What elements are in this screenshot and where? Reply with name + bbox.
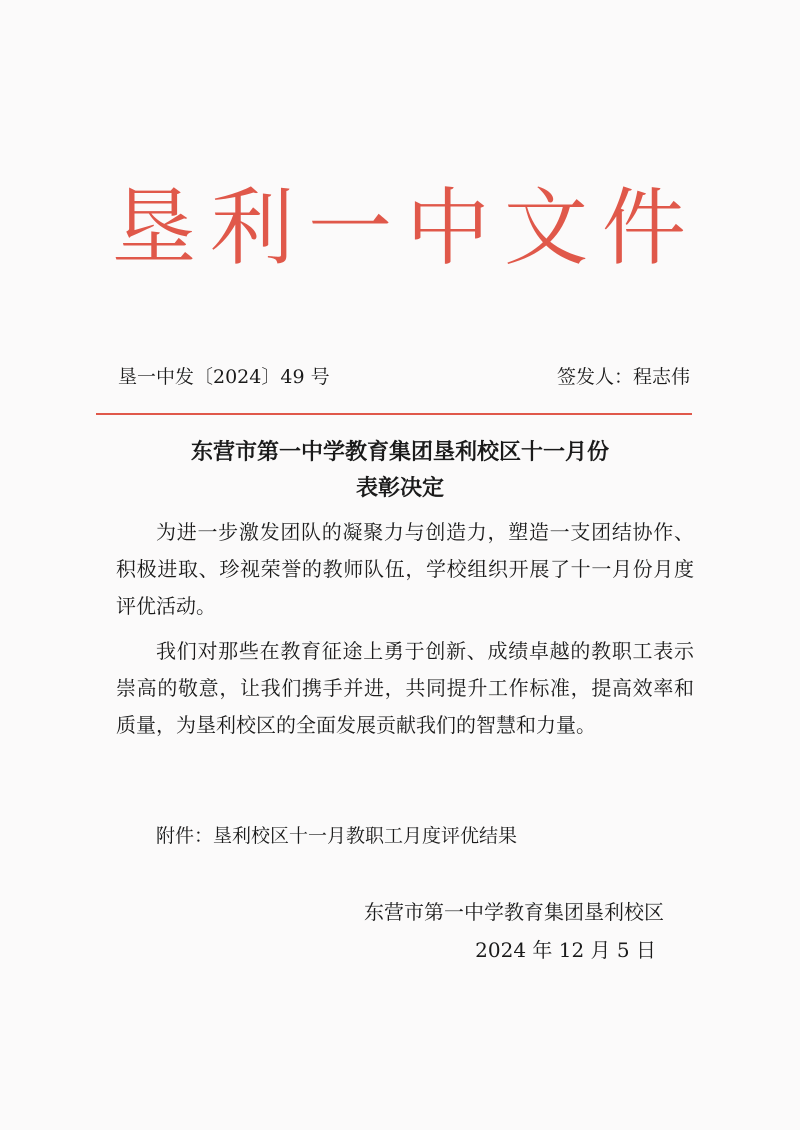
signature-organization: 东营市第一中学教育集团垦利校区 [364, 900, 664, 924]
document-meta-row [118, 362, 690, 392]
header-char: 利 [209, 179, 296, 277]
red-separator-line [96, 413, 692, 415]
header-char: 一 [307, 179, 394, 277]
document-title [96, 434, 704, 506]
signature-date: 2024 年 12 月 5 日 [475, 938, 656, 962]
issuer-label: 签发人：程志伟 [556, 366, 690, 388]
document-body [116, 514, 694, 752]
header-char: 文 [503, 179, 590, 277]
header-char: 件 [601, 179, 688, 277]
document-title-line-2: 表彰决定 [355, 475, 444, 501]
document-title-line-1: 东营市第一中学教育集团垦利校区十一月份 [190, 439, 609, 465]
document-number: 垦一中发〔2024〕49 号 [118, 366, 330, 388]
header-char: 垦 [112, 179, 199, 277]
body-paragraph-1: 为进一步激发团队的凝聚力与创造力，塑造一支团结协作、积极进取、珍视荣誉的教师队伍，学校组织开展了十一月份月度评优活动。 [116, 520, 694, 618]
document-header-title [112, 168, 688, 288]
signature-block [300, 893, 664, 969]
header-char: 中 [405, 179, 492, 277]
attachment-note: 附件：垦利校区十一月教职工月度评优结果 [156, 825, 518, 847]
body-paragraph-2: 我们对那些在教育征途上勇于创新、成绩卓越的教职工表示崇高的敬意，让我们携手并进，共同提升工作标准，提高效率和质量，为垦利校区的全面发展贡献我们的智慧和力量。 [116, 639, 694, 737]
